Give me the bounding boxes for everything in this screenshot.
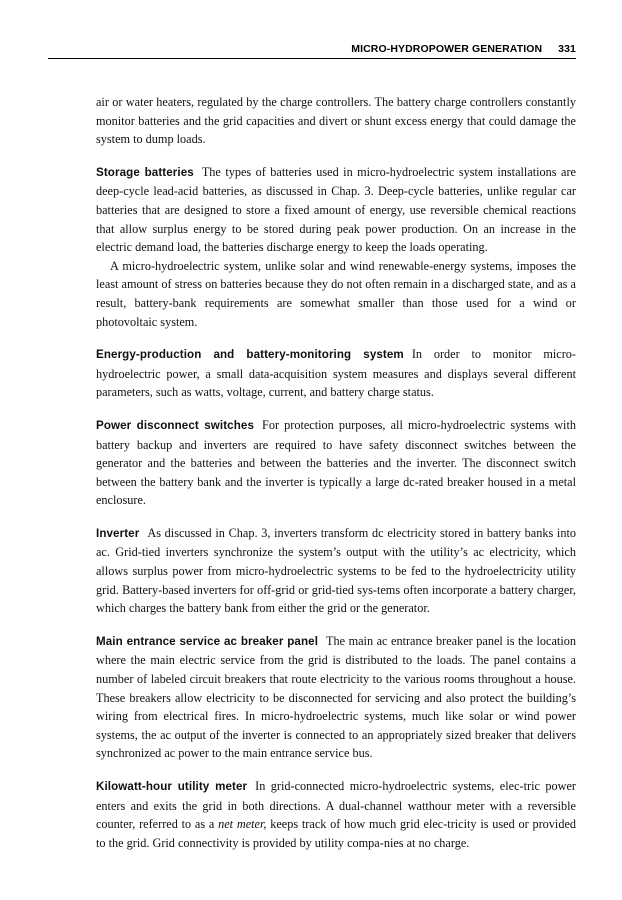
italic-term: net meter, (218, 817, 267, 832)
running-head (48, 42, 576, 59)
run-in-heading-monitoring-system: Energy-production and battery-monitoring system (96, 348, 404, 362)
paragraph-storage-batteries-2: A micro-hydroelectric system, unlike solar and wind renewable-energy systems, imposes the least amount of stress on batteries because they do not often remain in a discharged state, and as a result, battery-bank requirements are somewhat smaller than those used for a wind or photovoltaic system. (96, 258, 576, 329)
paragraph-text: For protection purposes, all micro-hydroelectric systems with battery backup and inverters are required to have safety disconnect switches between the generator and the batteries and between the batteries and the inverter. The disconnect switch between the battery bank and the inverter is typically a large dc-rated breaker housed in a metal enclosure. (96, 417, 576, 508)
run-in-heading-storage-batteries: Storage batteries (96, 165, 194, 179)
paragraph-text: keeps track of how much grid elec-tricity is used or provided to the grid. Grid connectivity is provided by utility compa-nies at no charge. (96, 817, 577, 850)
paragraph-utility-meter (96, 777, 576, 852)
paragraph-monitoring-system (96, 345, 576, 402)
paragraph-text: As discussed in Chap. 3, inverters transform dc electricity stored in battery banks into ac. Grid-tied inverters synchronize the system’s output with the utility’s ac electricity, which allows surplus power from micro-hydroelectric systems to be fed to the hydroelectricity utility grid. Battery-based inverters for off-grid or grid-tied sys-tems often incorporate a battery charger, which charges the battery bank from either the grid or the generator. (96, 525, 576, 616)
paragraph-disconnect-switches (96, 416, 576, 510)
page-number: 331 (558, 43, 576, 55)
paragraph-text: The main ac entrance breaker panel is the location where the main electric service from the grid is distributed to the loads. The panel contains a number of labeled circuit breakers that route electricity to the various rooms throughout a house. These breakers allow electricity to be disconnected for servicing and also protect the building’s wiring from electrical fires. In micro-hydroelectric systems, much like solar or wind power systems, the ac output of the inverter is connected to an appropriately sized breaker that delivers synchronized ac power to the main entrance service bus. (96, 633, 576, 761)
paragraph-continued: air or water heaters, regulated by the charge controllers. The battery charge controllers constantly monitor batteries and the grid capacities and divert or shunt excess energy that could damage the system to dump loads. (96, 95, 576, 147)
body-text (96, 93, 576, 852)
paragraph-text: In order to monitor micro-hydroelectric power, a small data-acquisition system measures and displays several different parameters, such as watts, voltage, current, and battery charge status. (96, 347, 576, 400)
paragraph-inverter (96, 524, 576, 618)
run-in-heading-utility-meter: Kilowatt-hour utility meter (96, 780, 248, 793)
running-head-title: MICRO-HYDROPOWER GENERATION (351, 43, 543, 55)
run-in-heading-breaker-panel: Main entrance service ac breaker panel (96, 634, 319, 648)
paragraph-breaker-panel (96, 632, 576, 763)
paragraph-text: In grid-connected micro-hydroelectric systems, elec-tric power enters and exits the grid in both directions. A dual-channel watthour meter with a reversible counter, referred to as a (96, 779, 576, 832)
run-in-heading-inverter: Inverter (96, 526, 140, 540)
paragraph-storage-batteries (96, 163, 576, 257)
run-in-heading-disconnect-switches: Power disconnect switches (96, 418, 254, 432)
paragraph-text: The types of batteries used in micro-hydroelectric system installations are deep-cycle lead-acid batteries, as discussed in Chap. 3. Deep-cycle batteries, unlike regular car batteries that are designed to store a fixed amount of energy, use reversible chemical reactions that allow surplus energy to be stored during peak power production. On an increase in the electric demand load, the batteries discharge energy to keep the loads operating. (96, 164, 576, 255)
